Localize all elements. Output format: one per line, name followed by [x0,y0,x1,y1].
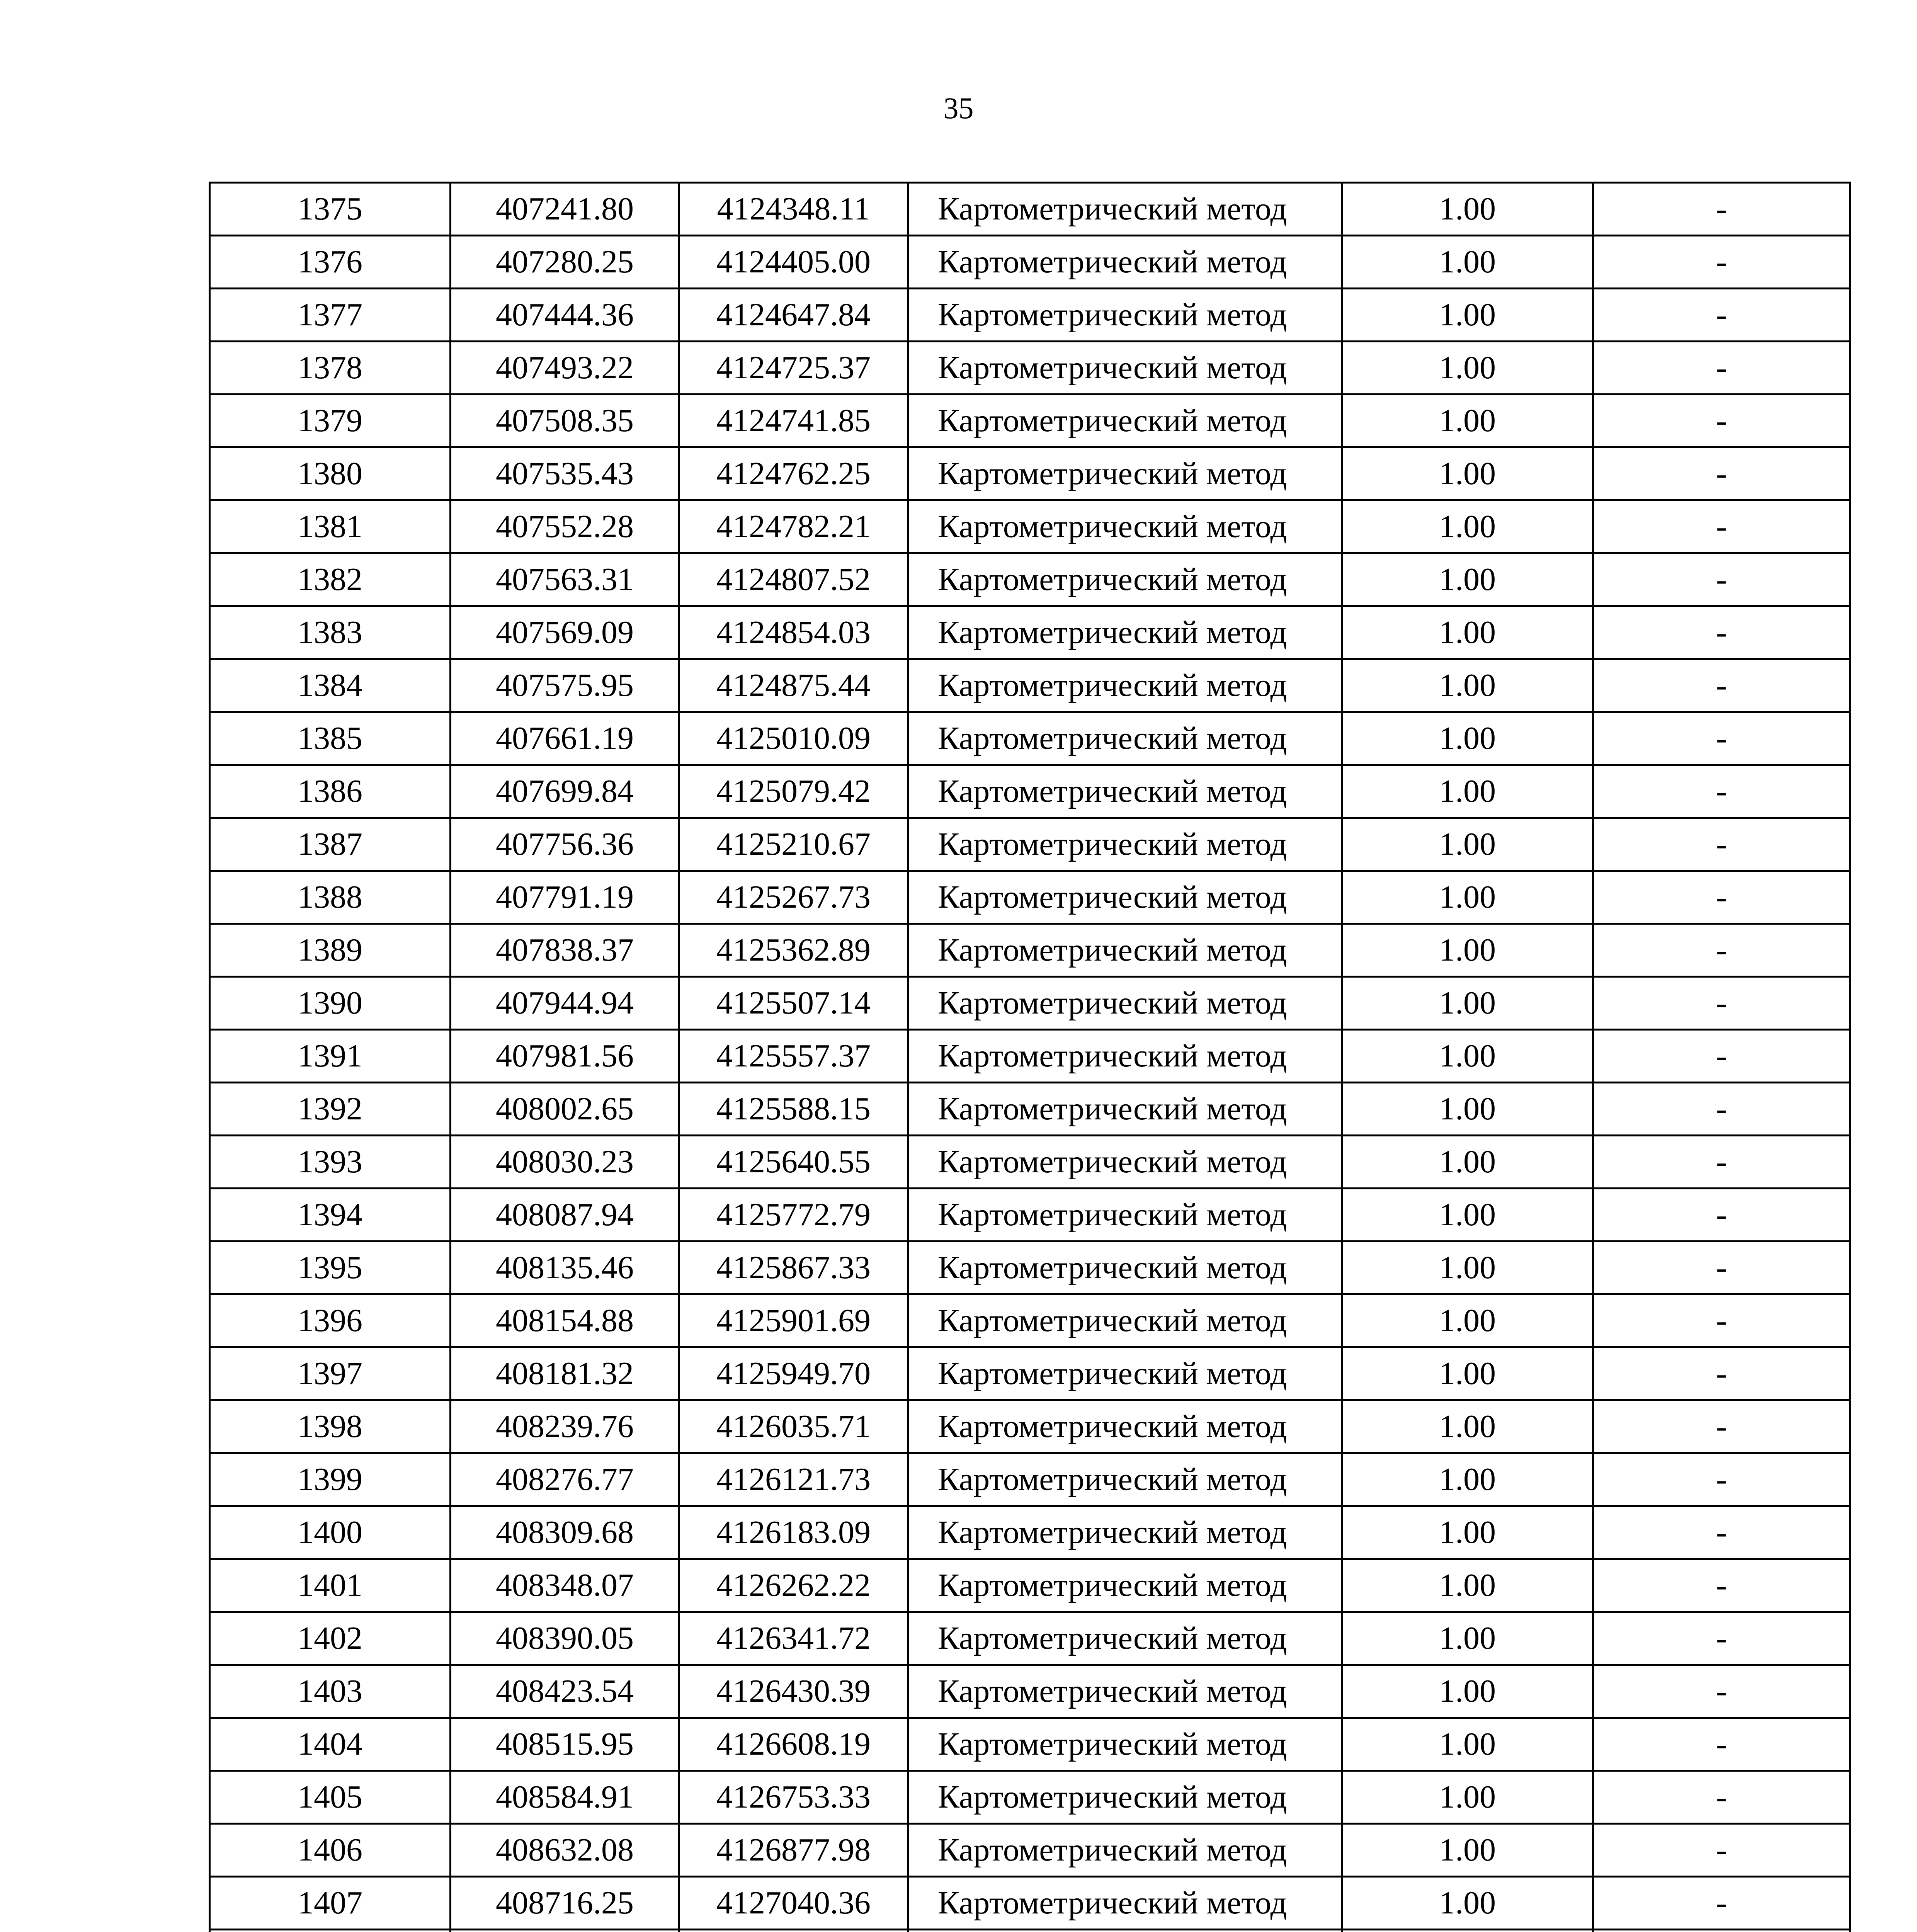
table-row [210,183,1850,236]
method-cell: Картометрический метод [908,342,1342,395]
x-coordinate-cell: 408002.65 [451,1083,679,1136]
point-number-cell: 1386 [210,765,451,818]
point-number-cell: 1385 [210,712,451,765]
accuracy-cell: 1.00 [1342,1665,1593,1718]
method-cell: Картометрический метод [908,871,1342,924]
y-coordinate-cell: 4126430.39 [679,1665,908,1718]
y-coordinate-cell: 4124782.21 [679,500,908,553]
table-row [210,1347,1850,1400]
note-cell: - [1593,395,1850,447]
point-number-cell: 1398 [210,1400,451,1453]
note-cell: - [1593,1189,1850,1242]
table-row [210,289,1850,342]
y-coordinate-cell: 4126341.72 [679,1612,908,1665]
y-coordinate-cell: 4125901.69 [679,1294,908,1347]
accuracy-cell: 1.00 [1342,712,1593,765]
y-coordinate-cell: 4126262.22 [679,1559,908,1612]
x-coordinate-cell: 408390.05 [451,1612,679,1665]
x-coordinate-cell: 408584.91 [451,1771,679,1824]
table-row [210,447,1850,500]
point-number-cell: 1393 [210,1136,451,1189]
method-cell: Картометрический метод [908,765,1342,818]
table-row [210,977,1850,1030]
accuracy-cell: 1.00 [1342,1189,1593,1242]
note-cell: - [1593,1665,1850,1718]
y-coordinate-cell: 4125079.42 [679,765,908,818]
table-row [210,1453,1850,1506]
point-number-cell: 1395 [210,1242,451,1294]
accuracy-cell: 1.00 [1342,1559,1593,1612]
note-cell: - [1593,1136,1850,1189]
accuracy-cell: 1.00 [1342,1347,1593,1400]
note-cell: - [1593,500,1850,553]
point-number-cell: 1378 [210,342,451,395]
point-number-cell: 1387 [210,818,451,871]
point-number-cell: 1390 [210,977,451,1030]
y-coordinate-cell: 4124741.85 [679,395,908,447]
method-cell: Картометрический метод [908,1612,1342,1665]
point-number-cell: 1391 [210,1030,451,1083]
x-coordinate-cell: 408181.32 [451,1347,679,1400]
method-cell: Картометрический метод [908,1400,1342,1453]
table-row [210,818,1850,871]
note-cell: - [1593,1083,1850,1136]
accuracy-cell: 1.00 [1342,1083,1593,1136]
x-coordinate-cell [451,1930,679,1932]
point-number-cell: 1381 [210,500,451,553]
table-row [210,924,1850,977]
accuracy-cell: 1.00 [1342,1612,1593,1665]
note-cell: - [1593,1453,1850,1506]
accuracy-cell: 1.00 [1342,1400,1593,1453]
method-cell [908,1930,1342,1932]
table-row [210,1030,1850,1083]
note-cell: - [1593,1242,1850,1294]
point-number-cell: 1375 [210,183,451,236]
method-cell: Картометрический метод [908,1347,1342,1400]
accuracy-cell: 1.00 [1342,1506,1593,1559]
table-row [210,1294,1850,1347]
y-coordinate-cell: 4126183.09 [679,1506,908,1559]
x-coordinate-cell: 408154.88 [451,1294,679,1347]
note-cell: - [1593,1030,1850,1083]
accuracy-cell: 1.00 [1342,1030,1593,1083]
method-cell: Картометрический метод [908,1506,1342,1559]
x-coordinate-cell: 407444.36 [451,289,679,342]
method-cell: Картометрический метод [908,1824,1342,1877]
method-cell: Картометрический метод [908,447,1342,500]
method-cell: Картометрический метод [908,1665,1342,1718]
note-cell: - [1593,236,1850,289]
table-row [210,606,1850,659]
table-row [210,500,1850,553]
x-coordinate-cell: 408515.95 [451,1718,679,1771]
y-coordinate-cell: 4124647.84 [679,289,908,342]
method-cell: Картометрический метод [908,1877,1342,1930]
method-cell: Картометрический метод [908,236,1342,289]
y-coordinate-cell: 4124405.00 [679,236,908,289]
note-cell [1593,1930,1850,1932]
method-cell: Картометрический метод [908,606,1342,659]
x-coordinate-cell: 408087.94 [451,1189,679,1242]
method-cell: Картометрический метод [908,712,1342,765]
method-cell: Картометрический метод [908,1718,1342,1771]
x-coordinate-cell: 407661.19 [451,712,679,765]
y-coordinate-cell: 4126035.71 [679,1400,908,1453]
note-cell: - [1593,818,1850,871]
y-coordinate-cell: 4125588.15 [679,1083,908,1136]
note-cell: - [1593,553,1850,606]
y-coordinate-cell: 4124725.37 [679,342,908,395]
note-cell: - [1593,447,1850,500]
method-cell: Картометрический метод [908,1242,1342,1294]
table-row [210,1877,1850,1930]
accuracy-cell: 1.00 [1342,1771,1593,1824]
accuracy-cell: 1.00 [1342,1136,1593,1189]
table-row [210,871,1850,924]
method-cell: Картометрический метод [908,289,1342,342]
y-coordinate-cell: 4125640.55 [679,1136,908,1189]
note-cell: - [1593,1506,1850,1559]
accuracy-cell: 1.00 [1342,236,1593,289]
method-cell: Картометрический метод [908,500,1342,553]
point-number-cell: 1389 [210,924,451,977]
method-cell: Картометрический метод [908,1294,1342,1347]
x-coordinate-cell: 407756.36 [451,818,679,871]
note-cell: - [1593,1771,1850,1824]
x-coordinate-cell: 408348.07 [451,1559,679,1612]
note-cell: - [1593,183,1850,236]
note-cell: - [1593,1718,1850,1771]
note-cell: - [1593,1824,1850,1877]
x-coordinate-cell: 407280.25 [451,236,679,289]
page-number: 35 [943,91,974,125]
point-number-cell: 1404 [210,1718,451,1771]
table-row [210,1242,1850,1294]
point-number-cell: 1384 [210,659,451,712]
note-cell: - [1593,1559,1850,1612]
table-row [210,1136,1850,1189]
x-coordinate-cell: 408423.54 [451,1665,679,1718]
note-cell: - [1593,977,1850,1030]
point-number-cell [210,1930,451,1932]
method-cell: Картометрический метод [908,1771,1342,1824]
y-coordinate-cell: 4124807.52 [679,553,908,606]
accuracy-cell: 1.00 [1342,606,1593,659]
note-cell: - [1593,1347,1850,1400]
note-cell: - [1593,712,1850,765]
y-coordinate-cell: 4126121.73 [679,1453,908,1506]
point-number-cell: 1377 [210,289,451,342]
point-number-cell: 1394 [210,1189,451,1242]
note-cell: - [1593,1294,1850,1347]
method-cell: Картометрический метод [908,1559,1342,1612]
y-coordinate-cell: 4127040.36 [679,1877,908,1930]
x-coordinate-cell: 408239.76 [451,1400,679,1453]
note-cell: - [1593,342,1850,395]
point-number-cell: 1396 [210,1294,451,1347]
y-coordinate-cell [679,1930,908,1932]
point-number-cell: 1406 [210,1824,451,1877]
table-row [210,1506,1850,1559]
point-number-cell: 1376 [210,236,451,289]
accuracy-cell: 1.00 [1342,553,1593,606]
y-coordinate-cell: 4125362.89 [679,924,908,977]
x-coordinate-cell: 407508.35 [451,395,679,447]
point-number-cell: 1400 [210,1506,451,1559]
accuracy-cell: 1.00 [1342,289,1593,342]
table-row [210,1400,1850,1453]
note-cell: - [1593,659,1850,712]
x-coordinate-cell: 408276.77 [451,1453,679,1506]
x-coordinate-cell: 408309.68 [451,1506,679,1559]
accuracy-cell: 1.00 [1342,659,1593,712]
accuracy-cell: 1.00 [1342,924,1593,977]
accuracy-cell: 1.00 [1342,1242,1593,1294]
note-cell: - [1593,1400,1850,1453]
table-row [210,1771,1850,1824]
y-coordinate-cell: 4124762.25 [679,447,908,500]
x-coordinate-cell: 407838.37 [451,924,679,977]
x-coordinate-cell: 408632.08 [451,1824,679,1877]
point-number-cell: 1379 [210,395,451,447]
y-coordinate-cell: 4124348.11 [679,183,908,236]
note-cell: - [1593,606,1850,659]
accuracy-cell: 1.00 [1342,1824,1593,1877]
y-coordinate-cell: 4126877.98 [679,1824,908,1877]
point-number-cell: 1401 [210,1559,451,1612]
coordinates-table [209,182,1851,1932]
x-coordinate-cell: 407563.31 [451,553,679,606]
accuracy-cell: 1.00 [1342,977,1593,1030]
x-coordinate-cell: 407944.94 [451,977,679,1030]
method-cell: Картометрический метод [908,659,1342,712]
method-cell: Картометрический метод [908,1083,1342,1136]
accuracy-cell: 1.00 [1342,500,1593,553]
y-coordinate-cell: 4125210.67 [679,818,908,871]
point-number-cell: 1388 [210,871,451,924]
note-cell: - [1593,871,1850,924]
table-row [210,1824,1850,1877]
table-row [210,236,1850,289]
accuracy-cell: 1.00 [1342,1294,1593,1347]
y-coordinate-cell: 4125557.37 [679,1030,908,1083]
method-cell: Картометрический метод [908,818,1342,871]
point-number-cell: 1403 [210,1665,451,1718]
note-cell: - [1593,765,1850,818]
table-row [210,1189,1850,1242]
method-cell: Картометрический метод [908,1189,1342,1242]
accuracy-cell: 1.00 [1342,1718,1593,1771]
point-number-cell: 1402 [210,1612,451,1665]
accuracy-cell: 1.00 [1342,183,1593,236]
method-cell: Картометрический метод [908,1136,1342,1189]
x-coordinate-cell: 407699.84 [451,765,679,818]
x-coordinate-cell: 407535.43 [451,447,679,500]
x-coordinate-cell: 408135.46 [451,1242,679,1294]
accuracy-cell [1342,1930,1593,1932]
table-row [210,1612,1850,1665]
point-number-cell: 1392 [210,1083,451,1136]
table-row [210,765,1850,818]
table-row [210,1559,1850,1612]
method-cell: Картометрический метод [908,977,1342,1030]
x-coordinate-cell: 407569.09 [451,606,679,659]
y-coordinate-cell: 4125507.14 [679,977,908,1030]
method-cell: Картометрический метод [908,183,1342,236]
accuracy-cell: 1.00 [1342,1453,1593,1506]
x-coordinate-cell: 407791.19 [451,871,679,924]
y-coordinate-cell: 4124875.44 [679,659,908,712]
note-cell: - [1593,1877,1850,1930]
x-coordinate-cell: 407493.22 [451,342,679,395]
point-number-cell: 1407 [210,1877,451,1930]
y-coordinate-cell: 4125010.09 [679,712,908,765]
method-cell: Картометрический метод [908,1030,1342,1083]
note-cell: - [1593,1612,1850,1665]
x-coordinate-cell: 407575.95 [451,659,679,712]
x-coordinate-cell: 407552.28 [451,500,679,553]
point-number-cell: 1405 [210,1771,451,1824]
accuracy-cell: 1.00 [1342,818,1593,871]
accuracy-cell: 1.00 [1342,447,1593,500]
x-coordinate-cell: 408030.23 [451,1136,679,1189]
method-cell: Картометрический метод [908,924,1342,977]
x-coordinate-cell: 407241.80 [451,183,679,236]
table-row [210,1718,1850,1771]
method-cell: Картометрический метод [908,553,1342,606]
point-number-cell: 1397 [210,1347,451,1400]
method-cell: Картометрический метод [908,1453,1342,1506]
y-coordinate-cell: 4126753.33 [679,1771,908,1824]
accuracy-cell: 1.00 [1342,871,1593,924]
table-row [210,1083,1850,1136]
table-row [210,395,1850,447]
y-coordinate-cell: 4125772.79 [679,1189,908,1242]
table-row [210,553,1850,606]
table-row [210,342,1850,395]
note-cell: - [1593,924,1850,977]
y-coordinate-cell: 4126608.19 [679,1718,908,1771]
point-number-cell: 1383 [210,606,451,659]
y-coordinate-cell: 4125867.33 [679,1242,908,1294]
accuracy-cell: 1.00 [1342,765,1593,818]
x-coordinate-cell: 407981.56 [451,1030,679,1083]
point-number-cell: 1380 [210,447,451,500]
point-number-cell: 1399 [210,1453,451,1506]
y-coordinate-cell: 4125267.73 [679,871,908,924]
note-cell: - [1593,289,1850,342]
method-cell: Картометрический метод [908,395,1342,447]
accuracy-cell: 1.00 [1342,342,1593,395]
coordinates-table-body [210,183,1850,1932]
y-coordinate-cell: 4124854.03 [679,606,908,659]
table-row [210,1930,1850,1932]
accuracy-cell: 1.00 [1342,1877,1593,1930]
x-coordinate-cell: 408716.25 [451,1877,679,1930]
table-row [210,659,1850,712]
y-coordinate-cell: 4125949.70 [679,1347,908,1400]
table-row [210,712,1850,765]
point-number-cell: 1382 [210,553,451,606]
accuracy-cell: 1.00 [1342,395,1593,447]
table-row [210,1665,1850,1718]
